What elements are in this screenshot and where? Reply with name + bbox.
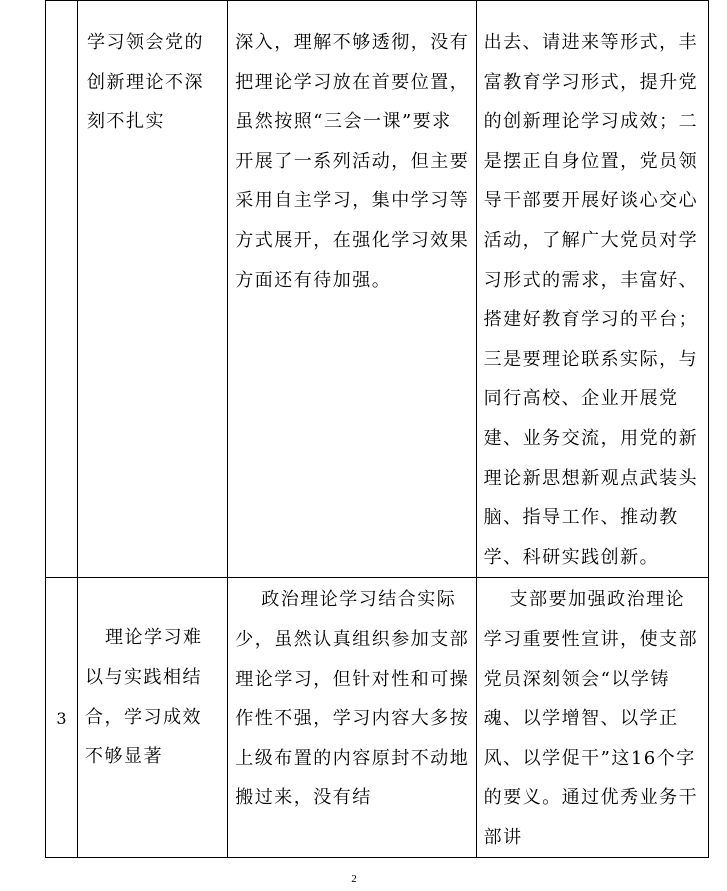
- document-table: [45, 0, 709, 858]
- cause-text: 深入，理解不够透彻，没有把理论学习放在首要位置，虽然按照“三会一课”要求开展了一系列活动，但主要采用自主学习，集中学习等方式展开，在强化学习效果方面还有待加强。: [235, 32, 470, 291]
- row-number-cell: 3: [46, 578, 78, 858]
- cause-cell: [228, 1, 476, 578]
- table-row: [46, 578, 709, 858]
- page-number: 2: [351, 873, 357, 885]
- table-row: [46, 1, 709, 578]
- problem-text: 理论学习难以与实践相结合，学习成效不够显著: [85, 627, 203, 768]
- measure-text: 支部要加强政治理论学习重要性宣讲，使支部党员深刻领会“以学铸魂、以学增智、以学正风、以学促干”这16个字的要义。通过优秀业务干部讲: [483, 589, 699, 848]
- cause-cell: [228, 578, 476, 858]
- problem-cell: [78, 1, 228, 578]
- measure-cell: [476, 578, 708, 858]
- problem-text: 学习领会党的创新理论不深刻不扎实: [87, 32, 205, 133]
- problem-cell: [78, 578, 228, 858]
- measure-text: 出去、请进来等形式，丰富教育学习形式，提升党的创新理论学习成效；二是摆正自身位置，党员领导干部要开展好谈心交心活动，了解广大党员对学习形式的需求，丰富好、搭建好教育学习的平台；三是要理论联系实际，与同行高校、企业开展党建、业务交流，用党的新理论新思想新观点武装头脑、指导工作、推动教学、科研实践创新。: [483, 32, 699, 568]
- row-number-cell: [46, 1, 78, 578]
- measure-cell: [476, 1, 708, 578]
- cause-text: 政治理论学习结合实际少，虽然认真组织参加支部理论学习，但针对性和可操作性不强，学习内容大多按上级布置的内容原封不动地搬过来，没有结: [235, 589, 470, 809]
